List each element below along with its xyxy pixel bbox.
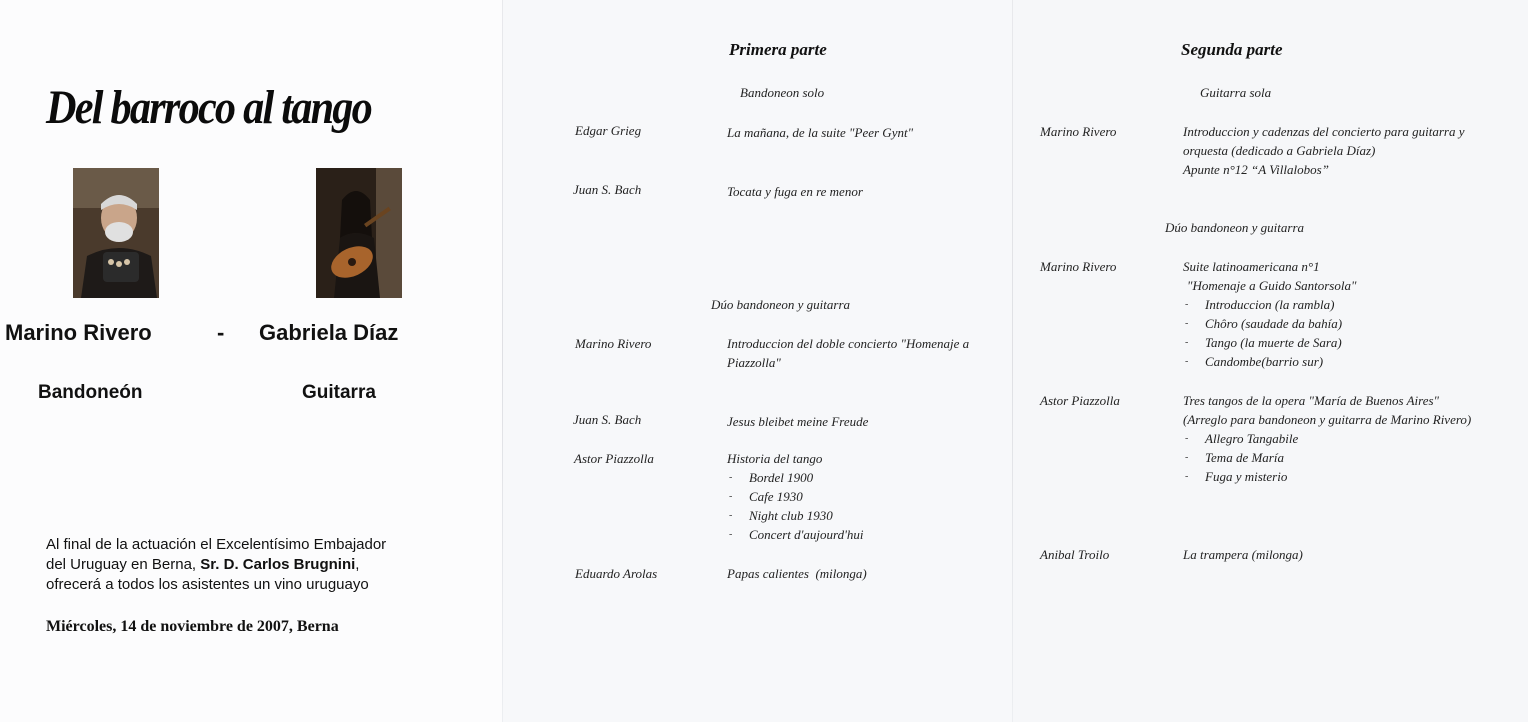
work-title: Tocata y fuga en re menor	[727, 184, 863, 199]
movement-item: - Introduccion (la rambla)	[1183, 295, 1483, 314]
work-block	[1183, 257, 1483, 371]
composer: Marino Rivero	[575, 336, 652, 351]
movement-item: - Tango (la muerte de Sara)	[1183, 333, 1483, 352]
composer: Juan S. Bach	[573, 412, 642, 427]
composer: Eduardo Arolas	[575, 566, 658, 581]
movement-item: - Concert d'aujourd'hui	[727, 525, 997, 544]
work-title: Tres tangos de la opera "María de Buenos Aires"	[1183, 393, 1439, 408]
performer2-instrument: Guitarra	[302, 382, 376, 403]
part2-section-guitarra-sola: Guitarra sola	[1200, 85, 1272, 100]
note-line-2-text: del Uruguay en Berna,	[46, 556, 201, 573]
composer: Marino Rivero	[1040, 259, 1117, 274]
work-title: Introduccion y cadenzas del concierto para guitarra y orquesta (dedicado a Gabriela Díaz)	[1183, 124, 1465, 158]
work-title: Introduccion del doble concierto "Homenaje a Piazzolla"	[727, 336, 970, 370]
work-title: Jesus bleibet meine Freude	[727, 414, 869, 429]
movement-list	[727, 468, 997, 544]
movement-list	[1183, 295, 1483, 371]
reception-note	[46, 535, 386, 595]
work-title: La mañana, de la suite "Peer Gynt"	[727, 125, 914, 140]
work-block	[1183, 391, 1473, 486]
work-title: Suite latinoamericana n°1	[1183, 259, 1320, 274]
work-block	[1183, 122, 1473, 179]
note-line-2-comma: ,	[355, 556, 360, 573]
movement-item: - Chôro (saudade da bahía)	[1183, 314, 1483, 333]
movement-item: - Fuga y misterio	[1183, 467, 1473, 486]
part1-section-bandoneon-solo: Bandoneon solo	[740, 85, 825, 100]
work-title: Apunte n°12 “A Villalobos”	[1183, 162, 1329, 177]
part2-heading: Segunda parte	[1181, 40, 1283, 59]
note-line-3: ofrecerá a todos los asistentes un vino uruguayo	[46, 576, 369, 593]
movement-item: - Tema de María	[1183, 448, 1473, 467]
performer2-name: Gabriela Díaz	[259, 320, 399, 345]
concert-date: Miércoles, 14 de noviembre de 2007, Berna	[46, 618, 339, 635]
performer1-name: Marino Rivero	[5, 320, 152, 345]
movement-item: - Allegro Tangabile	[1183, 429, 1473, 448]
movement-item: - Bordel 1900	[727, 468, 997, 487]
work-block	[727, 449, 997, 544]
note-line-2	[46, 555, 386, 575]
composer: Marino Rivero	[1040, 124, 1117, 139]
part1-heading: Primera parte	[729, 40, 827, 59]
part2-section-duo: Dúo bandoneon y guitarra	[1165, 220, 1305, 235]
work-note: (Arreglo para bandoneon y guitarra de Marino Rivero)	[1183, 412, 1472, 427]
performer-photo-marino-rivero	[73, 168, 159, 298]
composer: Astor Piazzolla	[1040, 393, 1120, 408]
program-part-1	[503, 0, 1013, 722]
movement-list	[1183, 429, 1473, 486]
movement-item: - Cafe 1930	[727, 487, 997, 506]
work-subtitle: "Homenaje a Guido Santorsola"	[1187, 278, 1357, 293]
program-title: Del barroco al tango	[46, 81, 372, 134]
composer: Juan S. Bach	[573, 182, 642, 197]
work-title: Historia del tango	[727, 451, 823, 466]
composer: Anibal Troilo	[1040, 547, 1110, 562]
cover-panel	[0, 0, 503, 722]
composer: Astor Piazzolla	[574, 451, 654, 466]
performer-photo-gabriela-diaz	[316, 168, 402, 298]
note-line-1: Al final de la actuación el Excelentísimo Embajador	[46, 536, 387, 553]
program-part-2	[1013, 0, 1528, 722]
performer1-instrument: Bandoneón	[38, 382, 143, 403]
name-separator: -	[217, 320, 225, 345]
ambassador-name: Sr. D. Carlos Brugnini	[200, 556, 356, 573]
work-title: La trampera (milonga)	[1183, 547, 1303, 562]
work-title: Papas calientes (milonga)	[727, 566, 867, 581]
part1-section-duo: Dúo bandoneon y guitarra	[711, 297, 851, 312]
composer: Edgar Grieg	[575, 123, 642, 138]
movement-item: - Candombe(barrio sur)	[1183, 352, 1483, 371]
movement-item: - Night club 1930	[727, 506, 997, 525]
